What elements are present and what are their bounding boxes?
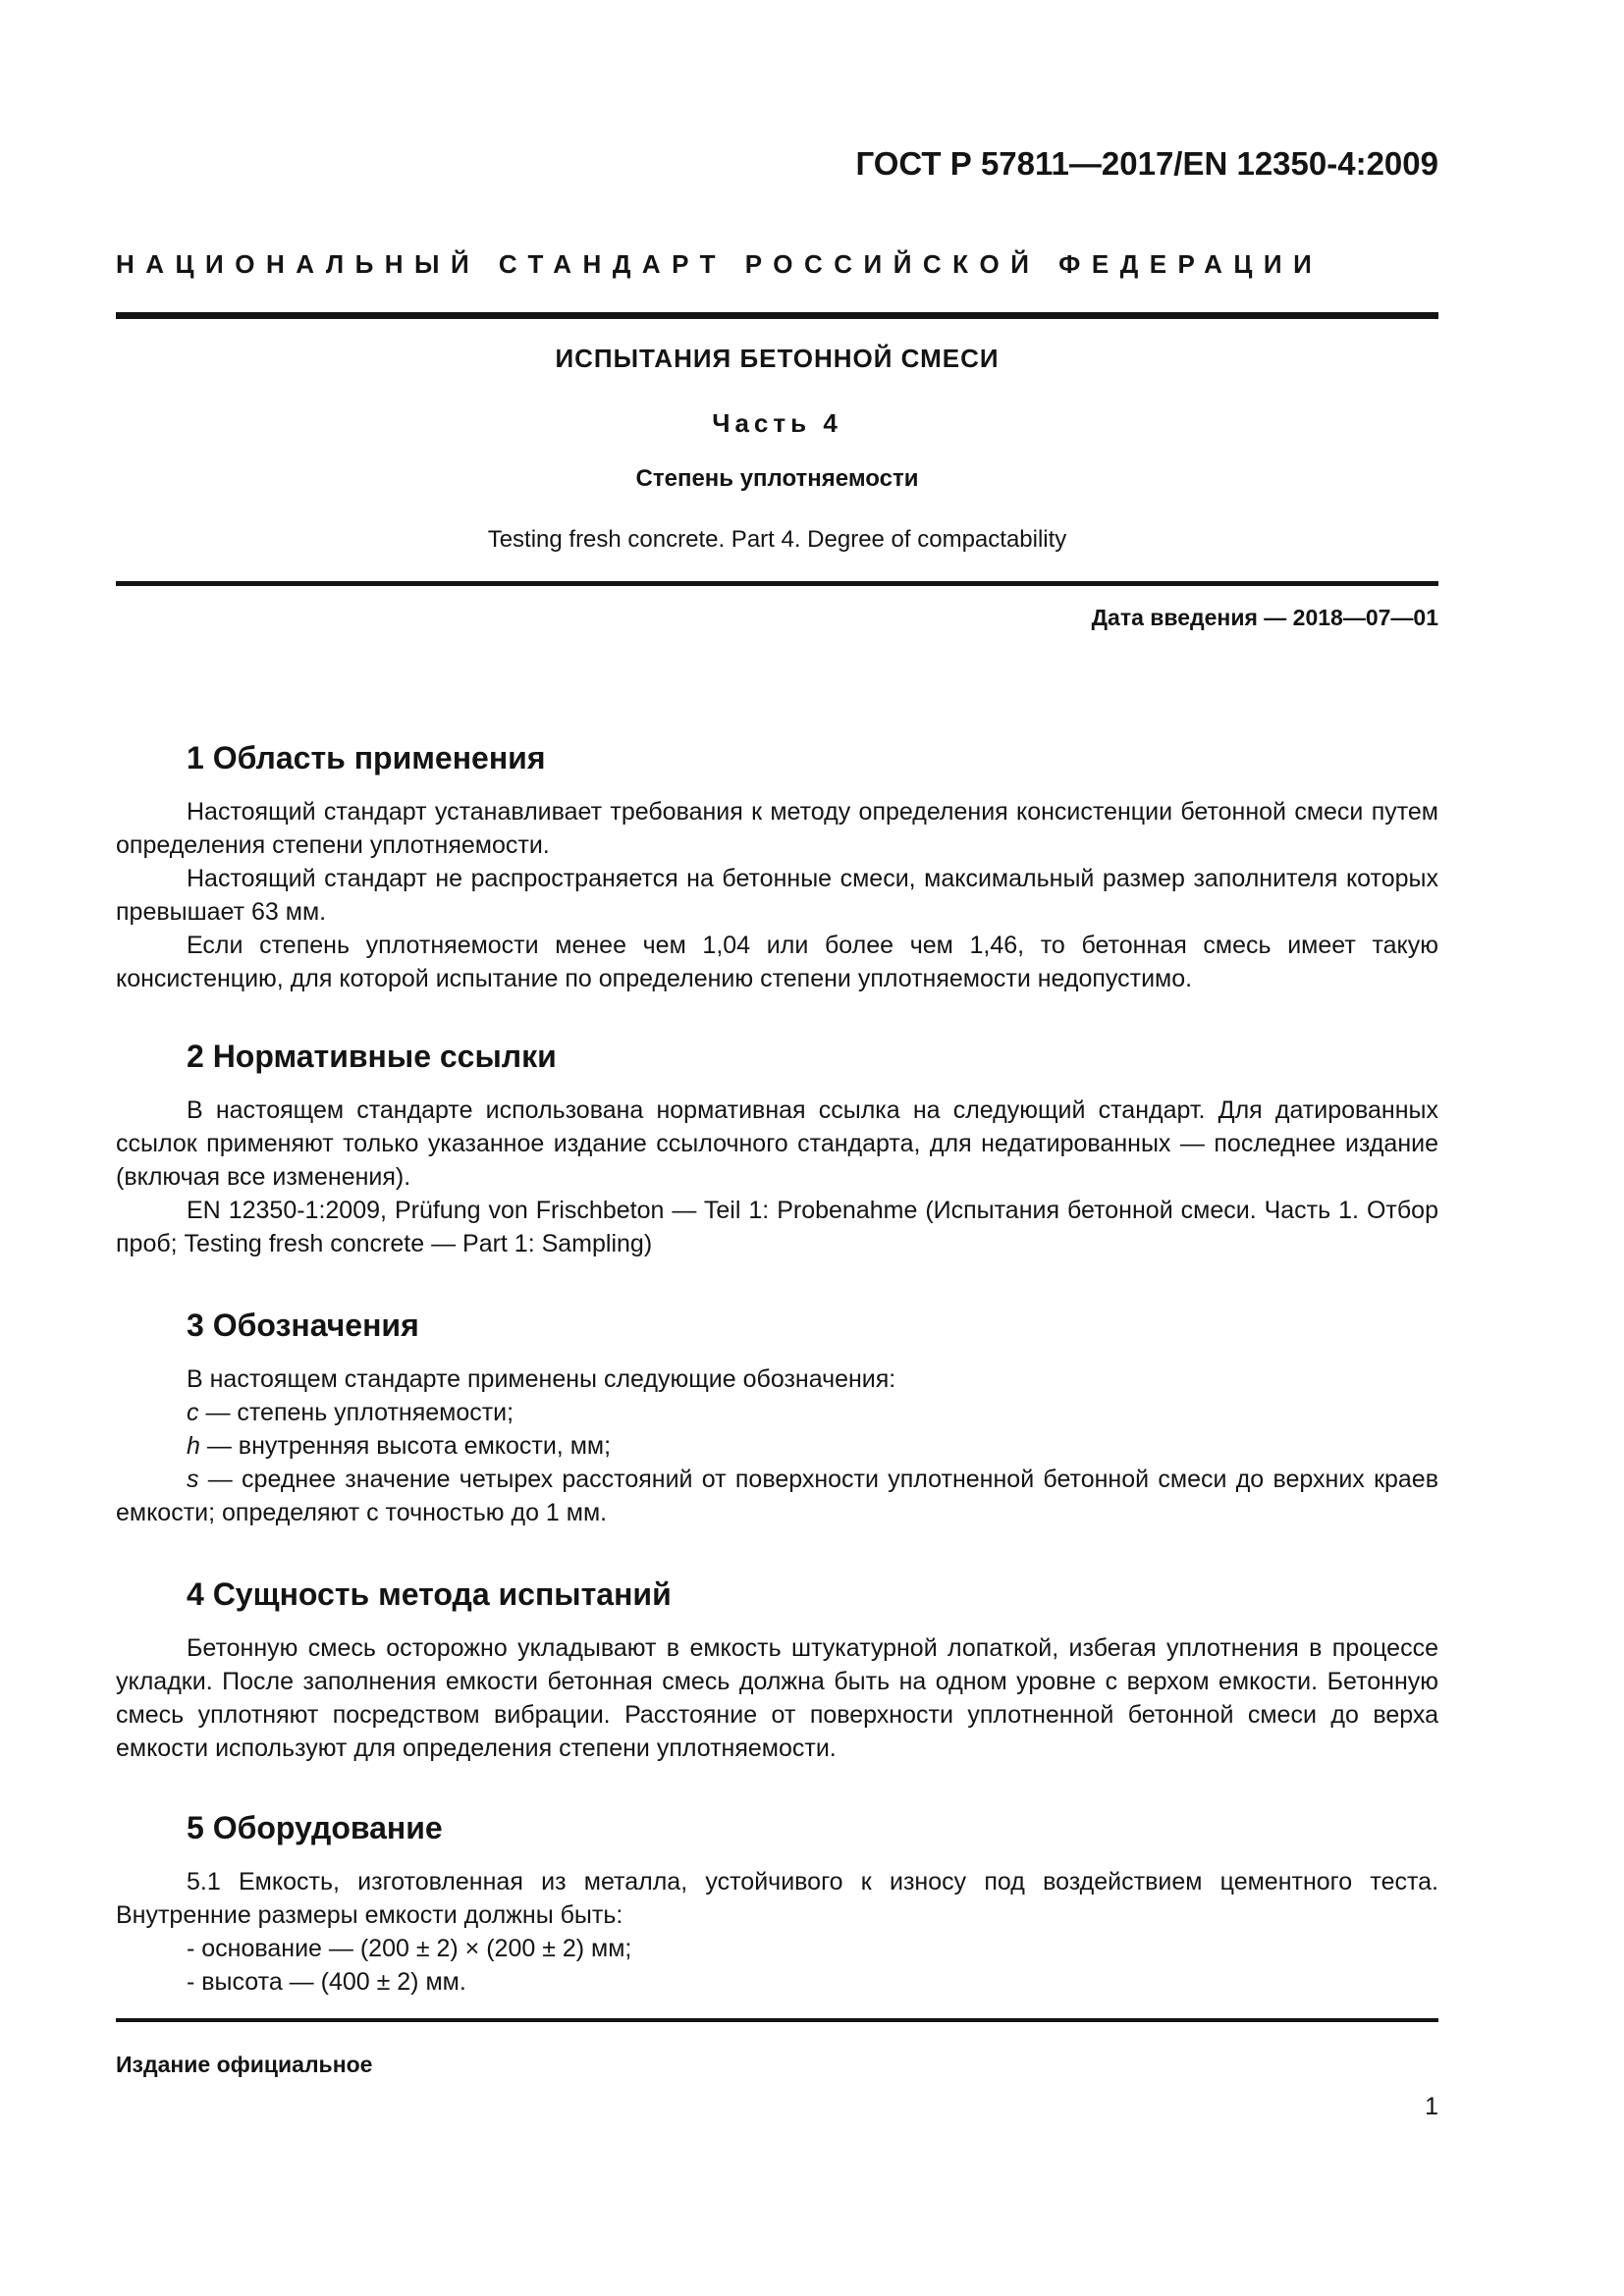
paragraph: В настоящем стандарте использована нормативная ссылка на следующий стандарт. Для датированных ссылок применяют только указанное издание ссылочного стандарта, для недатированных — последнее издание (включая все изменения).	[116, 1096, 1438, 1191]
national-standard-heading: НАЦИОНАЛЬНЫЙ СТАНДАРТ РОССИЙСКОЙ ФЕДЕРАЦИИ	[116, 249, 1324, 279]
part-label: Часть 4	[712, 408, 842, 438]
list-item: - основание — (200 ± 2) × (200 ± 2) мм;	[187, 1935, 632, 1962]
english-title: Testing fresh concrete. Part 4. Degree of compactability	[487, 526, 1067, 553]
symbol-text: — среднее значение четырех расстояний от поверхности уплотненной бетонной смеси до верхних краев емкости; определяют с точностью до 1 мм.	[116, 1466, 1438, 1526]
symbol-definition	[116, 1429, 1438, 1463]
list-item: - высота — (400 ± 2) мм.	[187, 1968, 466, 1996]
document-title: ИСПЫТАНИЯ БЕТОННОЙ СМЕСИ	[555, 344, 1000, 373]
symbol-definition	[116, 1396, 1438, 1429]
document-subtitle: Степень уплотняемости	[635, 465, 919, 492]
section-title: 4 Сущность метода испытаний	[187, 1576, 672, 1612]
paragraph: Настоящий стандарт не распространяется на бетонные смеси, максимальный размер заполнителя которых превышает 63 мм.	[116, 865, 1438, 926]
symbol: s	[187, 1466, 199, 1493]
paragraph: В настоящем стандарте применены следующие обозначения:	[187, 1365, 896, 1393]
symbol-text: — внутренняя высота емкости, мм;	[199, 1432, 612, 1460]
section-title: 3 Обозначения	[187, 1308, 419, 1343]
section-equipment	[116, 1808, 1438, 1999]
document-code: ГОСТ Р 57811—2017/EN 12350-4:2009	[855, 145, 1438, 182]
symbol: c	[187, 1399, 199, 1426]
introduction-date: Дата введения — 2018—07—01	[1091, 605, 1438, 630]
section-title: 1 Область применения	[187, 740, 546, 775]
paragraph: 5.1 Емкость, изготовленная из металла, устойчивого к износу под воздействием цементного теста. Внутренние размеры емкости должны быть:	[116, 1868, 1438, 1929]
paragraph: EN 12350-1:2009, Prüfung von Frischbeton — Teil 1: Probenahme (Испытания бетонной смеси. Часть 1. Отбор проб; Testing fresh concrete — Part 1: Sampling)	[116, 1197, 1438, 1257]
symbol-definition	[116, 1463, 1438, 1529]
section-title: 2 Нормативные ссылки	[187, 1039, 557, 1074]
footer-rule	[116, 2018, 1438, 2022]
symbol: h	[187, 1432, 200, 1460]
section-scope	[116, 738, 1438, 995]
page-number: 1	[1425, 2093, 1438, 2120]
section-title: 5 Оборудование	[187, 1810, 443, 1845]
paragraph: Бетонную смесь осторожно укладывают в емкость штукатурной лопаткой, избегая уплотнения в процессе укладки. После заполнения емкости бетонная смесь должна быть на одном уровне с верхом емкости. Бетонную смесь уплотняют посредством вибрации. Расстояние от поверхности уплотненной бетонной смеси до верха емкости используют для определения степени уплотняемости.	[116, 1634, 1438, 1762]
paragraph: Если степень уплотняемости менее чем 1,04 или более чем 1,46, то бетонная смесь имеет такую консистенцию, для которой испытание по определению степени уплотняемости недопустимо.	[116, 932, 1438, 992]
section-method	[116, 1575, 1438, 1765]
symbol-text: — степень уплотняемости;	[198, 1399, 514, 1426]
section-references	[116, 1037, 1438, 1260]
official-edition-label: Издание официальное	[116, 2052, 373, 2077]
title-rule	[116, 581, 1438, 586]
paragraph: Настоящий стандарт устанавливает требования к методу определения консистенции бетонной смеси путем определения степени уплотняемости.	[116, 798, 1438, 859]
top-rule	[116, 312, 1438, 319]
section-symbols	[116, 1306, 1438, 1529]
